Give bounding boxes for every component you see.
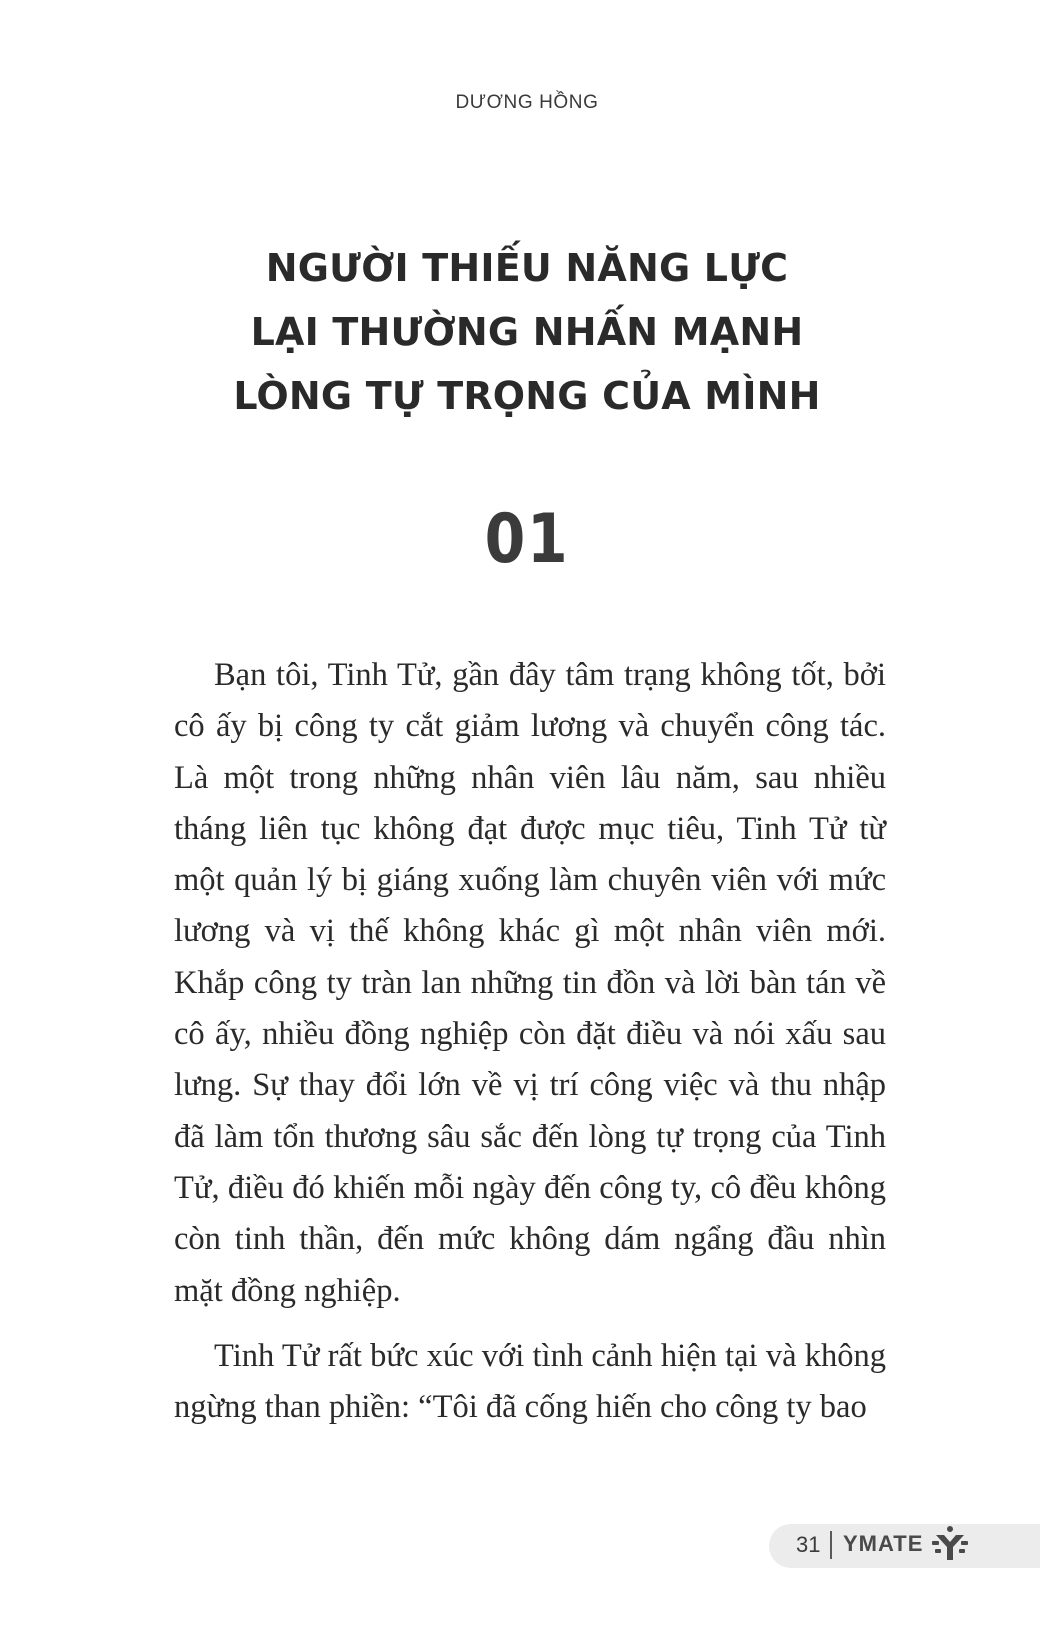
- page-number: 31: [796, 1532, 821, 1557]
- chapter-title-line: NGƯỜI THIẾU NĂNG LỰC: [265, 246, 789, 290]
- paragraph: Bạn tôi, Tinh Tử, gần đây tâm trạng không tốt, bởi cô ấy bị công ty cắt giảm lương và chuyển công tác. Là một trong những nhân viên lâu năm, sau nhiều tháng liên tục không đạt được mục tiêu, Tinh Tử từ một quản lý bị giáng xuống làm chuyên viên với mức lương và vị thế không khác gì một nhân viên mới. Khắp công ty tràn lan những tin đồn và lời bàn tán về cô ấy, nhiều đồng nghiệp còn đặt điều và nói xấu sau lưng. Sự thay đổi lớn về vị trí công việc và thu nhập đã làm tổn thương sâu sắc đến lòng tự trọng của Tinh Tử, điều đó khiến mỗi ngày đến công ty, cô đều không còn tinh thần, đến mức không dám ngẩng đầu nhìn mặt đồng nghiệp.: [174, 657, 886, 1309]
- body-text: [174, 650, 886, 1447]
- footer-divider: [830, 1531, 832, 1559]
- publisher-name: YMATE: [843, 1531, 924, 1556]
- chapter-title-line: LÒNG TỰ TRỌNG CỦA MÌNH: [233, 374, 821, 418]
- running-header-author: DƯƠNG HỒNG: [455, 92, 599, 113]
- ymate-logo-icon: [932, 1525, 968, 1563]
- chapter-number: 01: [484, 500, 570, 579]
- paragraph: Tinh Tử rất bức xúc với tình cảnh hiện tại và không ngừng than phiền: “Tôi đã cống hiến cho công ty bao: [174, 1337, 886, 1426]
- chapter-title: [0, 236, 1040, 428]
- chapter-title-line: LẠI THƯỜNG NHẤN MẠNH: [250, 310, 804, 354]
